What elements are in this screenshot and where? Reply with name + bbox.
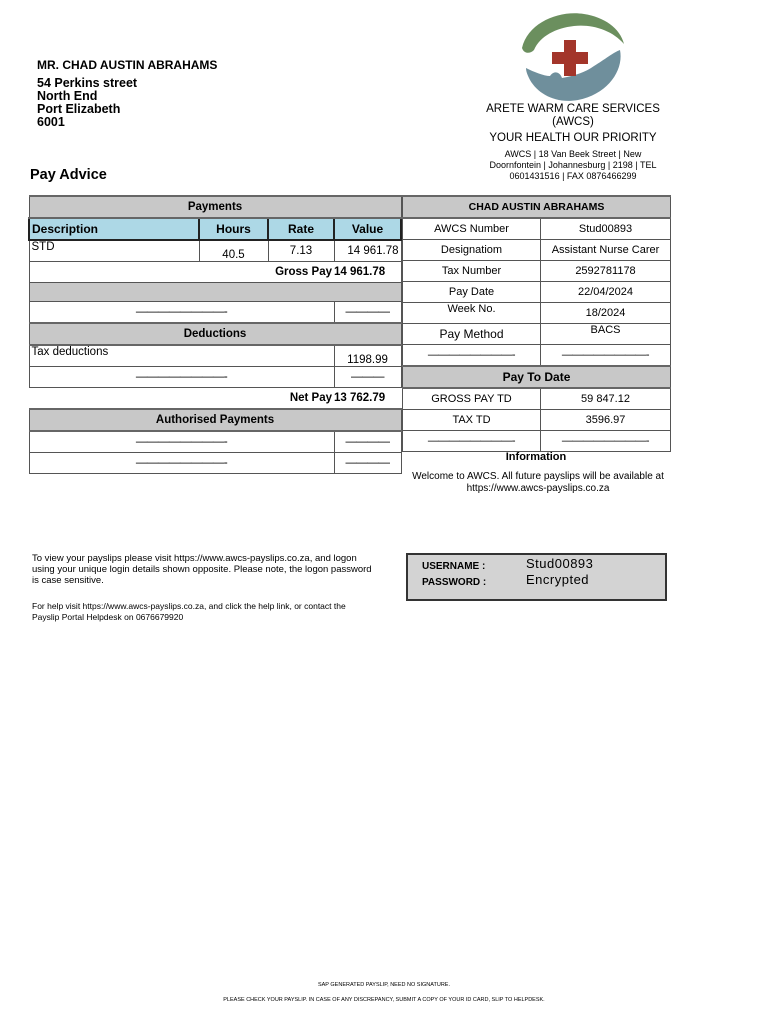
employee-address-block (37, 58, 337, 129)
address-line: 54 Perkins street (37, 76, 138, 90)
table-row (403, 431, 671, 452)
authorised-payments-header: Authorised Payments (29, 409, 401, 431)
detail-value: Stud00893 (541, 218, 671, 240)
empty-line-placeholder: ————————- (29, 302, 334, 324)
address-line: Port Elizabeth (37, 102, 121, 116)
table-row (403, 345, 671, 367)
ptd-value: 59 847.12 (541, 388, 671, 410)
deduction-value: 1198.99 (334, 345, 401, 367)
table-row (29, 345, 401, 367)
payment-rate: 7.13 (268, 240, 334, 262)
detail-label: Tax Number (403, 261, 541, 282)
gross-pay-label: Gross Pay (29, 262, 334, 283)
payment-hours: 40.5 (199, 240, 268, 262)
payment-value: 14 961.78 (334, 240, 401, 262)
empty-value-placeholder: ——— (334, 367, 401, 388)
empty-value-placeholder: ———— (334, 302, 401, 324)
table-row (403, 388, 671, 410)
table-row (29, 431, 401, 453)
employee-details-header: CHAD AUSTIN ABRAHAMS (403, 196, 671, 218)
page-title: Pay Advice (30, 167, 107, 183)
table-row (29, 367, 401, 388)
empty-value-placeholder: ———— (334, 431, 401, 453)
address-line: 6001 (37, 115, 65, 129)
password-value: Encrypted (526, 572, 590, 587)
employee-name: MR. CHAD AUSTIN ABRAHAMS (37, 58, 218, 72)
payslip-portal-instructions: To view your payslips please visit https://www.awcs-payslips.co.za, and logon using your unique login details shown opposite. Please note, the logon password is case sensitive. (32, 553, 372, 586)
company-address-line: AWCS | 18 Van Beek Street | New (504, 149, 642, 159)
detail-label: Pay Date (403, 282, 541, 303)
pay-to-date-header: Pay To Date (403, 366, 671, 388)
table-row (29, 302, 401, 324)
net-pay-row (29, 388, 401, 410)
ptd-label: TAX TD (403, 410, 541, 431)
separator-bar (29, 283, 401, 302)
footer-notice: SAP GENERATED PAYSLIP, NEED NO SIGNATURE. (317, 982, 451, 988)
detail-value: 22/04/2024 (541, 282, 671, 303)
username-value: Stud00893 (526, 556, 594, 571)
column-header-value: Value (334, 218, 401, 240)
company-address-line: 0601431516 | FAX 0876466299 (509, 171, 637, 181)
column-header-description: Description (29, 218, 199, 240)
gross-pay-row (29, 262, 401, 283)
information-heading: Information (505, 451, 567, 463)
detail-label: Designatiom (403, 240, 541, 261)
company-info (468, 103, 678, 182)
company-slogan: YOUR HEALTH OUR PRIORITY (489, 132, 657, 144)
table-row (403, 324, 671, 345)
table-row (403, 261, 671, 282)
payments-table (28, 195, 402, 474)
table-row (29, 453, 401, 474)
empty-line-placeholder: ————————- (403, 345, 541, 367)
detail-value: BACS (541, 324, 671, 345)
address-line: North End (37, 89, 98, 103)
information-text: Welcome to AWCS. All future payslips will be available at https://www.awcs-payslips.co.za (412, 471, 664, 494)
empty-line-placeholder: ————————- (29, 453, 334, 474)
company-address-line: Doornfontein | Johannesburg | 2198 | TEL (489, 160, 657, 170)
column-header-hours: Hours (199, 218, 268, 240)
net-pay-label: Net Pay (289, 392, 332, 404)
company-abbreviation: (AWCS) (552, 116, 594, 128)
company-logo (520, 10, 626, 102)
login-credentials-box (406, 553, 667, 601)
empty-line-placeholder: ————————- (29, 367, 334, 388)
column-header-rate: Rate (268, 218, 334, 240)
table-row (29, 240, 401, 262)
table-row (403, 282, 671, 303)
empty-line-placeholder: ————————- (403, 431, 541, 452)
detail-label: AWCS Number (403, 218, 541, 240)
payment-description: STD (29, 240, 199, 262)
deductions-header: Deductions (29, 323, 401, 345)
password-label: PASSWORD : (422, 577, 487, 588)
table-row (403, 240, 671, 261)
gross-pay-value: 14 961.78 (334, 262, 401, 283)
empty-value-placeholder: ———— (334, 453, 401, 474)
table-row (403, 218, 671, 240)
footer-disclaimer: PLEASE CHECK YOUR PAYSLIP. IN CASE OF ANY DISCREPANCY, SUBMIT A COPY OF YOUR ID CARD, SLIP TO HELPDESK. (223, 997, 545, 1003)
username-label: USERNAME : (422, 561, 486, 572)
detail-value: 18/2024 (541, 303, 671, 324)
empty-line-placeholder: ————————- (541, 431, 671, 452)
empty-line-placeholder: ————————- (29, 431, 334, 453)
empty-line-placeholder: ————————- (541, 345, 671, 367)
employee-details-table (402, 195, 671, 452)
net-pay-value: 13 762.79 (334, 392, 386, 404)
ptd-label: GROSS PAY TD (403, 388, 541, 410)
ptd-value: 3596.97 (541, 410, 671, 431)
company-name: ARETE WARM CARE SERVICES (486, 103, 660, 115)
payments-header: Payments (29, 196, 401, 218)
table-row (403, 303, 671, 324)
logo-cross (552, 40, 588, 76)
deduction-description: Tax deductions (29, 345, 334, 367)
detail-value: Assistant Nurse Carer (541, 240, 671, 261)
detail-label: Week No. (403, 303, 541, 324)
detail-label: Pay Method (403, 324, 541, 345)
helpdesk-instructions: For help visit https://www.awcs-payslips.co.za, and click the help link, or contact the Payslip Portal Helpdesk on 0676679920 (32, 601, 346, 622)
detail-value: 2592781178 (541, 261, 671, 282)
table-row (403, 410, 671, 431)
